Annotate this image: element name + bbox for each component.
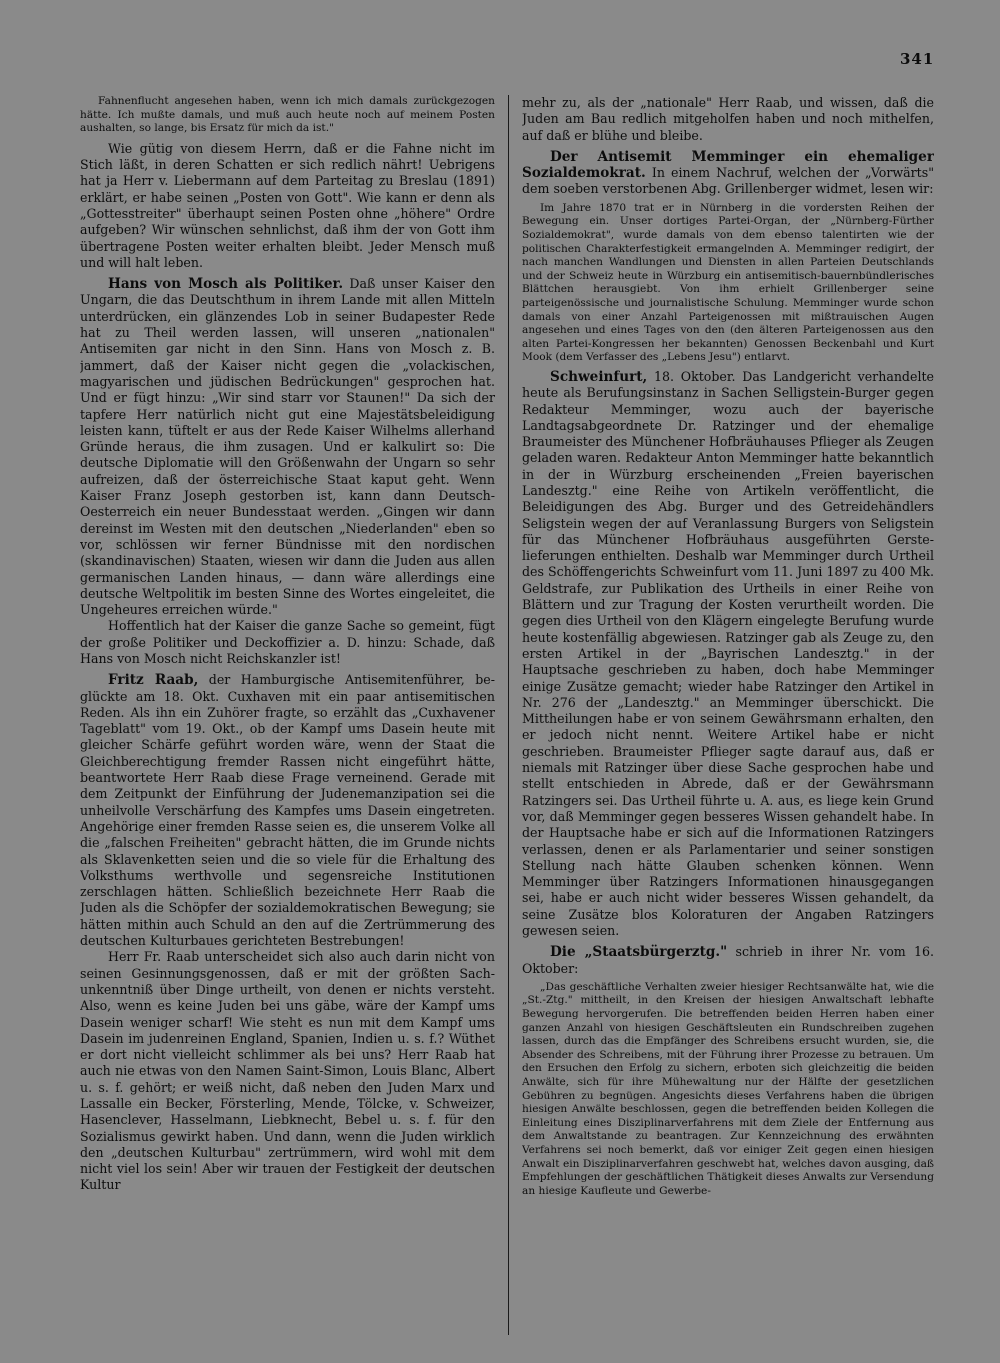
- article-heading: Fritz Raab,: [108, 672, 199, 689]
- left-column: [80, 95, 495, 1335]
- article-staatsbuergerztg: [522, 944, 934, 977]
- article-body: der Hamburgische Antisemitenführer, beglückte am 18. Okt. Cuxhaven mit ein paar antisemitischen Reden. Als ihn ein Zuhörer fragte, so erzählt das „Cuxhavener Tageblatt" vom 19. Okt., ob der Kampf ums Dasein heute mit gleicher Schärfe geführt worden wäre, wenn der Staat die Gleichberechtigung fremder Rassen nicht eingeführt hätte, beantwortete Herr Raab diese Frage verneinend. Gerade mit dem Zeitpunkt der Einführung der Judenemanzipation sei die unheilvolle Verschärfung des Kampfes ums Dasein eingetreten. Angehörige einer fremden Rasse seien es, die unserem Volke all die „falschen Freiheiten" gebracht hätten, die im Grunde nichts als Sklavenketten seien und die so viele für die Erhaltung des Volksthums werthvolle und segensreiche Institutionen zerschlagen hätten. Schließlich bezeichnete Herr Raab die Juden als die Schöpfer der sozialdemokratischen Bewegung; sie hätten mithin auch Schuld an den auf die Zertrümmerung des deutschen Kulturbaues gerichteten Bestrebungen!: [80, 672, 495, 949]
- paragraph: Fahnenflucht angesehen haben, wenn ich mich damals zurückgezogen hätte. Ich mußte damals, und muß auch heute noch auf meinem Posten aushalten, so lange, bis Ersatz für mich da ist.": [80, 95, 495, 135]
- paragraph: Wie gütig von diesem Herrn, daß er die Fahne nicht im Stich läßt, in deren Schatten er sich redlich nährt! Uebrigens hat ja Herr v. Liebermann auf dem Parteitag zu Breslau (1891) erklärt, er habe seinen „Posten von Gott". Wie kann er denn als „Gottesstreiter" überhaupt seinen Posten ohne „höhere" Ordre aufgeben? Wir wünschen sehnlichst, daß ihm der von Gott ihm übertragene Posten weiter erhalten bleibt. Jeder Mensch muß und will halt leben.: [80, 140, 495, 270]
- quote-text: „Das geschäftliche Verhalten zweier hiesiger Rechtsanwälte hat, wie die „St.-Ztg." mittheilt, in den Kreisen der hiesigen Anwaltschaft lebhafte Bewegung hervorgerufen. Die betreffenden beiden Herren haben einer ganzen Anzahl von hiesigen Geschäftsleuten ein Rundschreiben zugehen lassen, durch das die Empfänger des Schreibens ersucht wurden, sie, die Absender des Schreibens, mit der Führung ihrer Prozesse zu betrauen. Um den Ersuchen den Erfolg zu sichern, erboten sich gleichzeitig die beiden Anwälte, sich für ihre Mühewaltung nur der Hälfte der gesetzlichen Gebühren zu begnügen. Angesichts dieses Verfahrens haben die übrigen hiesigen Anwälte beschlossen, gegen die betreffenden beiden Kollegen die Einleitung eines Disziplinarverfahrens mit dem Ziele der Entfernung aus dem Anwaltstande zu beantragen. Zur Kennzeichnung des erwähnten Verfahrens sei noch bemerkt, daß vor einiger Zeit gegen einen hiesigen Anwalt ein Disziplinarverfahren geschwebt hat, welches davon ausging, daß Empfehlungen der geschäftlichen Thätigkeit dieses Anwalts zur Versendung an hiesige Kaufleute und Gewerbe-: [522, 980, 934, 1197]
- block-quote: [522, 981, 934, 1199]
- article-schweinfurt: [522, 369, 934, 939]
- page-number: 341: [900, 50, 935, 68]
- article-body: Daß unser Kaiser den Ungarn, die das Deutschthum in ihrem Lande mit allen Mitteln unterdrücken, ein glänzendes Lob in seiner Budapester Rede hat zu Theil werden lassen, will unseren „nationalen" Antisemiten gar nicht in den Sinn. Hans von Mosch z. B. jammert, daß der Kaiser nicht gegen die „volackischen, magyarischen und jüdischen Bedrückungen" gesprochen hat. Und er fügt hinzu: „Wir sind starr vor Staunen!" Da sich der tapfere Herr natürlich nicht gut eine Majestätsbeleidigung leisten kann, tüftelt er aus der Rede Kaiser Wilhelms allerhand Gründe heraus, die ihm zusagen. Und er kalkulirt so: Die deutsche Diplomatie will den Größenwahn der Ungarn so sehr aufreizen, daß der österreichische Staat kaput geht. Wenn Kaiser Franz Joseph gestorben ist, kann dann Deutsch-Oesterreich ein neuer Bundesstaat werden. „Gingen wir dann dereinst im Westen mit den deutschen „Niederlanden" eben so vor, schlössen wir ferner Bündnisse mit den nordischen (skandinavischen) Staaten, wiesen wir dann die Juden aus allen germanischen Landen hinaus, — dann wäre allerdings eine deutsche Weltpolitik im besten Sinne des Wortes eingeleitet, die Ungeheures erreichen würde.": [80, 276, 495, 618]
- paragraph: Hoffentlich hat der Kaiser die ganze Sache so gemeint, fügt der große Politiker und Deckoffizier a. D. hinzu: Schade, daß Hans von Mosch nicht Reichskanzler ist!: [80, 618, 495, 666]
- paragraph: mehr zu, als der „nationale" Herr Raab, und wissen, daß die Juden am Bau redlich mitgeholfen haben und noch mithelfen, auf daß er blühe und bleibe.: [522, 95, 934, 143]
- article-heading: Hans von Mosch als Politiker.: [108, 276, 344, 293]
- article-heading: Die „Staatsbürgerztg.": [550, 944, 728, 961]
- article-heading: Schweinfurt,: [550, 368, 648, 385]
- quote-continuation: [80, 95, 495, 136]
- article-body: schrieb in ihrer Nr. vom 16. Oktober:: [522, 944, 934, 976]
- paragraph: Herr Fr. Raab unterscheidet sich also auch darin nicht von seinen Gesinnungsgenossen, daß er mit der größten Sachunkenntniß über Dinge urtheilt, von denen er nichts versteht. Also, wenn es keine Juden bei uns gäbe, wäre der Kampf ums Dasein weniger scharf! Wie steht es nun mit dem Kampf ums Dasein im judenreinen England, Spanien, Indien u. s. f.? Wüthet er dort nicht vielleicht schlimmer als bei uns? Herr Raab hat auch nie etwas von den Namen Saint-Simon, Louis Blanc, Albert u. s. f. gehört; er weiß nicht, daß neben den Juden Marx und Lassalle ein Becker, Försterling, Mende, Tölcke, v. Schweizer, Hasenclever, Hasselmann, Liebknecht, Bebel u. s. f. für den Sozialismus gewirkt haben. Und dann, wenn die Juden wirklich den „deutschen Kulturbau" zertrümmern, wird wohl mit dem nicht viel los sein! Aber wir trauen der Festigkeit der deutschen Kultur: [80, 949, 495, 1193]
- block-quote: [522, 202, 934, 365]
- column-divider: [508, 95, 509, 1335]
- article-raab: [80, 672, 495, 949]
- article-memminger: [522, 149, 934, 198]
- article-body: 18. Oktober. Das Landgericht verhandelte heute als Berufungsinstanz in Sachen Selligstein-Burger gegen Redakteur Memminger, wozu auch der bayerische Landtagsabgeordnete Dr. Ratzinger und der ehemalige Braumeister des Münchener Hofbräuhauses Pflieger als Zeugen geladen waren. Redakteur Anton Memminger hatte bekanntlich in der in Würzburg erscheinenden „Freien bayerischen Landesztg." eine Reihe von Artikeln veröffentlicht, die Beleidigungen des Abg. Burger und des Getreidehändlers Seligstein wegen der auf Veranlassung Burgers von Seligstein für das Münchener Hofbräuhaus ausgeführten Gerstelieferungen enthielten. Deshalb war Memminger durch Urtheil des Schöffengerichts Schweinfurt vom 11. Juni 1897 zu 400 Mk. Geldstrafe, zur Publikation des Urtheils in einer Reihe von Blättern und zur Tragung der Kosten verurtheilt worden. Die gegen dies Urtheil von den Klägern eingelegte Berufung wurde heute kostenfällig abgewiesen. Ratzinger gab als Zeuge zu, den ersten Artikel in der „Bayrischen Landesztg." in der Hauptsache geschrieben zu haben, doch habe Memminger einige Zusätze gemacht; wieder habe Ratzinger den Artikel in Nr. 276 der „Landesztg." an Memminger überschickt. Die Mittheilungen habe er von seinem Gewährsmann erhalten, den er jedoch nicht nennt. Weitere Artikel habe er nicht geschrieben. Braumeister Pflieger sagte darauf aus, daß er niemals mit Ratzinger über diese Sache gesprochen habe und stellt entschieden in Abrede, daß er der Gewährsmann Ratzingers sei. Das Urtheil führte u. A. aus, es liege kein Grund vor, daß Memminger gegen besseres Wissen gehandelt habe. In der Hauptsache habe er sich auf die Informationen Ratzingers verlassen, denen er als Parlamentarier und seiner sonstigen Stellung nach hätte Glauben schenken können. Wenn Memminger über Ratzingers Informationen hinausgegangen sei, habe er auch nicht wider besseres Wissen gehandelt, da seine Zusätze blos Koloraturen der Angaben Ratzingers gewesen seien.: [522, 368, 934, 938]
- article-body: In einem Nachruf, welchen der „Vorwärts" dem soeben verstorbenen Abg. Grillenberger widmet, lesen wir:: [522, 165, 934, 197]
- right-column: [522, 95, 934, 1335]
- quote-text: Im Jahre 1870 trat er in Nürnberg in die vordersten Reihen der Bewegung ein. Unser dortiges Partei-Organ, der „Nürnberg-Fürther Sozialdemokrat", wurde damals von dem ebenso talentirten wie der politischen Charakterfestigkeit ermangelnden A. Memminger redigirt, der nach manchen Wandlungen und Diensten in allen Parteien Deutschlands und der Schweiz heute in Würzburg ein antisemitisch-bauernbündlerisches Blättchen herausgiebt. Von ihm erhielt Grillenberger seine parteigenössische und journalistische Schulung. Memminger wurde schon damals von einer Anzahl Parteigenossen mit mißtrauischen Augen angesehen und eines Tages von den (den älteren Parteigenossen aus den alten Partei-Kongressen her bekannten) Genossen Beckenbahl und Kurt Mook (dem Verfasser des „Lebens Jesu") entlarvt.: [522, 201, 934, 364]
- article-heading: Der Antisemit Memminger ein ehemaliger Sozialdemokrat.: [522, 148, 934, 182]
- article-mosch: [80, 276, 495, 618]
